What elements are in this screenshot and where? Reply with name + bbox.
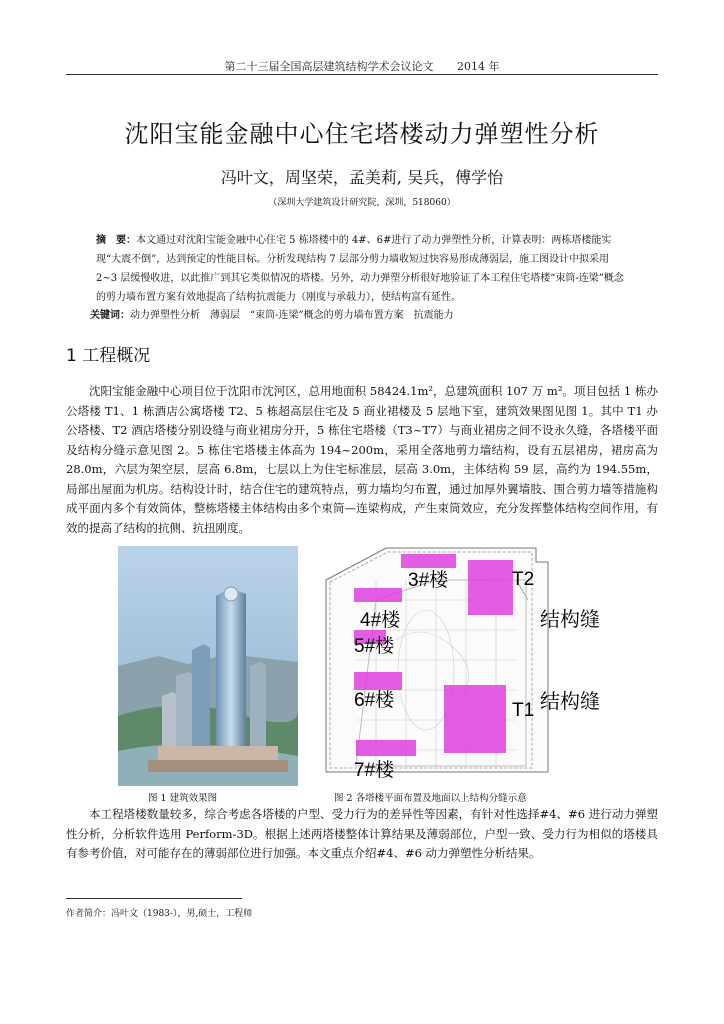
conference-name: 第二十三届全国高层建筑结构学术会议论文 <box>224 60 434 73</box>
author-footnote: 作者简介：冯叶文（1983-），男,硕士，工程师 <box>66 909 253 919</box>
paper-title: 沈阳宝能金融中心住宅塔楼动力弹塑性分析 <box>124 120 600 148</box>
body-paragraph-1: 沈阳宝能金融中心项目位于沈阳市沈河区，总用地面积 58424.1m²，总建筑面积 107 万 m²。项目包括 1 栋办公塔楼 T1、1 栋酒店公寓塔楼 T2、5 栋超高层住宅及 5 商业裙楼及 5 层地下室，建筑效果图见图 1。其中 T1 办公塔楼、T2 酒店塔楼分别设缝与商业裙房分开，5 栋住宅塔楼（T3~T7）与商业裙房之间不设永久缝，各塔楼平面及结构分缝示意见图 2。5 栋住宅塔楼主体高为 194~200m，采用全落地剪力墙结构，设有五层裙房，裙房高为 28.0m，六层为架空层，层高 6.8m，七层以上为住宅标准层，层高 3.0m，主体结构 59 层，高约为 194.55m，局部出屋面为机房。结构设计时，结合住宅的建筑特点，剪力墙均匀布置，通过加厚外翼墙肢、围合剪力墙等措施构成平面内多个有效筒体，整栋塔楼主体结构由多个束筒—连梁构成，产生束筒效应，充分发挥整体结构空间作用，有效的提高了结构的抗侧、抗扭刚度。 <box>66 384 658 535</box>
affiliation: （深圳大学建筑设计研究院，深圳，518060） <box>268 198 456 208</box>
keywords <box>90 306 630 321</box>
authors: 冯叶文，周坚荣，孟美莉, 吴兵，傅学怡 <box>220 168 504 187</box>
keywords-label: 关键词： <box>90 310 130 321</box>
abstract-text: 本文通过对沈阳宝能金融中心住宅 5 栋塔楼中的 4#、6#进行了动力弹塑性分析，计算表明：两栋塔楼能实现“大震不倒”，达到预定的性能目标。分析发现结构 7 层部分剪力墙收短过快容易形成薄弱层，施工图设计中拟采用 2~3 层缓慢收进，以此推广到其它类似情况的塔楼。另外，动力弹塑分析很好地验证了本工程住宅塔楼“束筒-连梁”概念的剪力墙布置方案有效地提高了结构抗震能力（刚度与承载力），使结构富有延性。 <box>96 235 624 303</box>
figure-1-rendering <box>118 546 298 786</box>
section-heading: 1 工程概况 <box>66 346 151 366</box>
site-plan-image <box>316 540 612 786</box>
running-header <box>0 58 724 74</box>
building-rendering-image <box>118 546 298 786</box>
figure-2-site-plan <box>316 540 612 786</box>
label-3: 3#楼 <box>408 570 449 591</box>
label-4: 4#楼 <box>360 610 401 631</box>
label-seam-2: 结构缝 <box>540 691 600 713</box>
abstract <box>96 231 632 307</box>
label-6: 6#楼 <box>354 690 395 711</box>
header-rule <box>66 74 658 75</box>
header-year: 2014 年 <box>457 60 500 73</box>
label-t1: T1 <box>512 700 535 721</box>
label-t2: T2 <box>512 569 535 590</box>
figure-1-caption: 图 1 建筑效果图 <box>148 793 218 804</box>
body-paragraph-2: 本工程塔楼数量较多，综合考虑各塔楼的户型、受力行为的差异性等因素，有针对性选择#4、#6 进行动力弹塑性分析，分析软件选用 Perform-3D。根据上述两塔楼整体计算结果及薄弱部位，户型一致、受力行为相似的塔楼具有参考价值，对可能存在的薄弱部位进行加强。本文重点介绍#4、#6 动力弹塑性分析结果。 <box>66 807 658 860</box>
label-seam-1: 结构缝 <box>540 609 600 631</box>
abstract-label: 摘 要： <box>96 235 136 246</box>
label-7: 7#楼 <box>354 760 395 781</box>
keywords-text: 动力弹塑性分析 薄弱层 “束筒-连梁”概念的剪力墙布置方案 抗震能力 <box>130 310 454 321</box>
footnote-rule <box>66 898 242 899</box>
label-5: 5#楼 <box>354 636 395 657</box>
figure-2-caption: 图 2 各塔楼平面布置及地面以上结构分缝示意 <box>334 793 527 804</box>
